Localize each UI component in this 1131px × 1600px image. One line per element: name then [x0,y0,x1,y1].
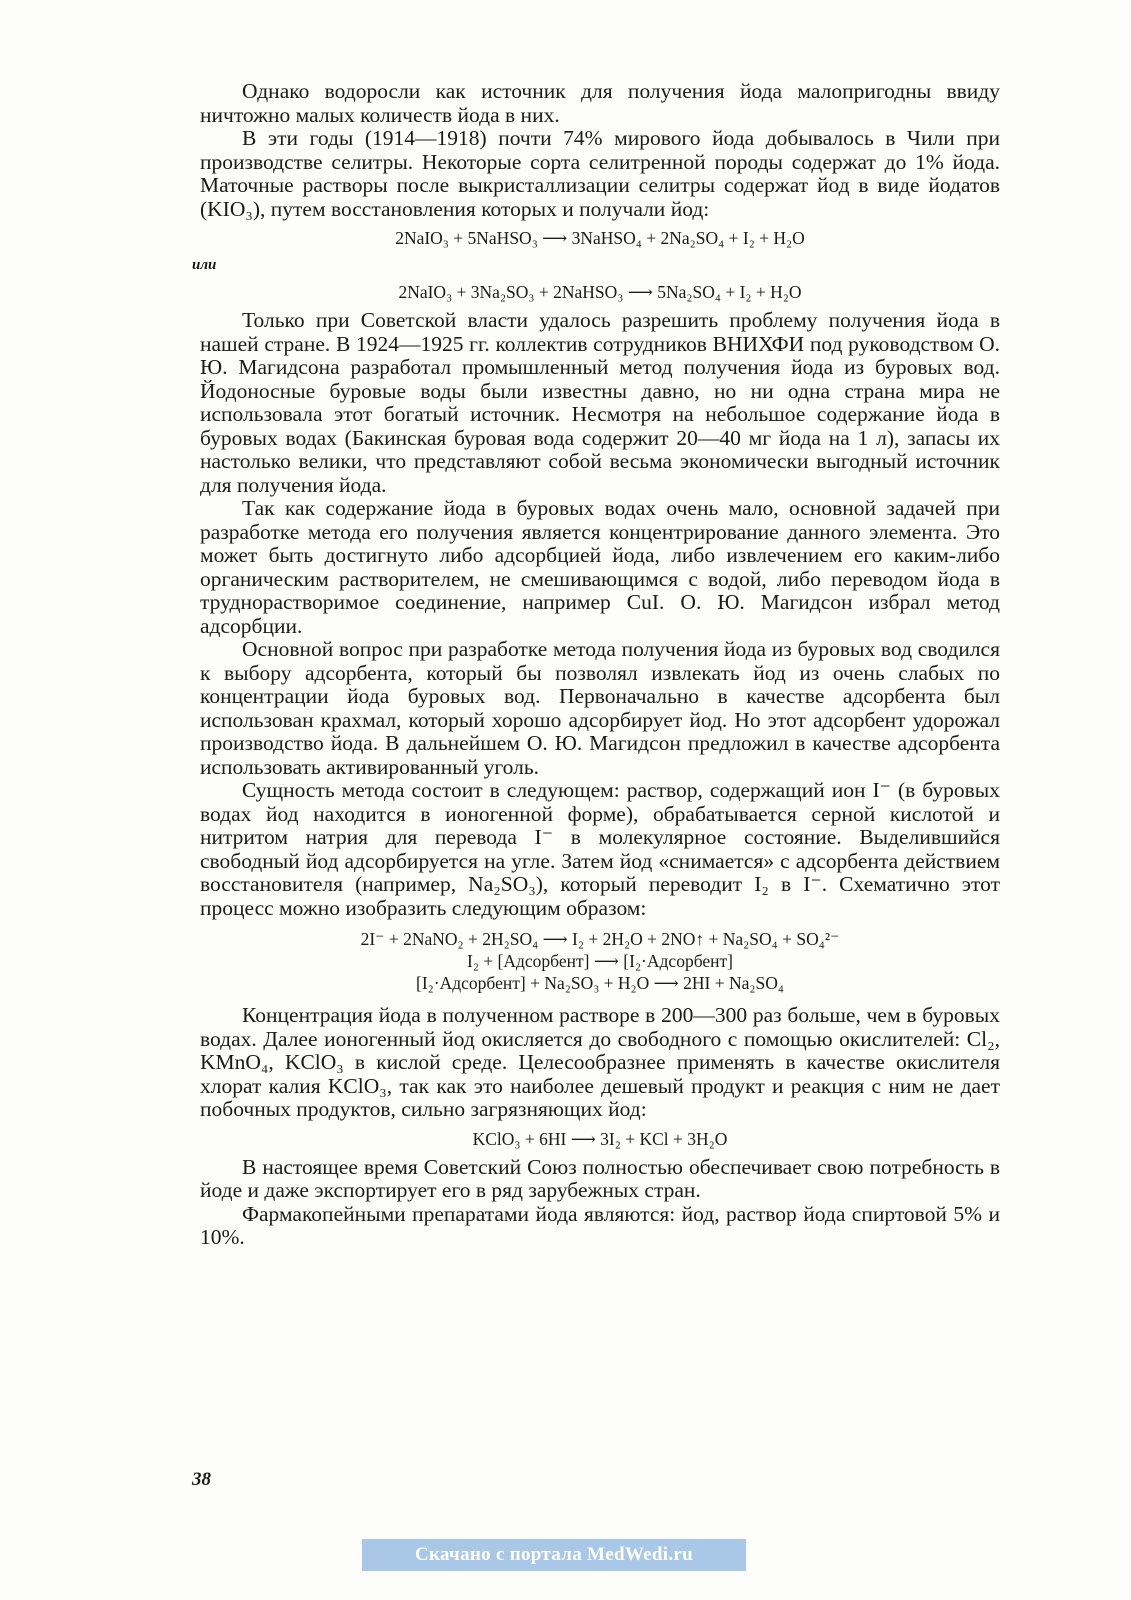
paragraph-concentration: Так как содержание йода в буровых водах очень мало, основной задачей при разработке метода его получения является концентрирование данного элемента. Это может быть достигнуто либо адсорбцией йода, либо извлечением его каким-либо органическим растворителем, не смешивающимся с водой, либо переводом йода в труднорастворимое соединение, например CuI. О. Ю. Магидсон избрал метод адсорбции. [200,496,1000,638]
paragraph-soviet-supply: В настоящее время Советский Союз полностью обеспечивает свою потребность в йоде и даже экспортирует его в ряд зарубежных стран. [200,1154,1000,1202]
download-watermark-banner: Скачано с портала MedWedi.ru [362,1539,746,1571]
equation-chlorate-oxidation: KClO₃ + 6HI ⟶ 3I₂ + KCl + 3H₂O [472,1128,728,1149]
page-number: 38 [192,1469,211,1490]
equation-group-adsorption [200,928,1000,994]
paragraph-method-essence: Сущность метода состоит в следующем: раствор, содержащий ион I⁻ (в буровых водах йод находится в ионогенной форме), обрабатывается серной кислотой и нитритом натрия для перевода I⁻ в молекулярное состояние. Выделившийся свободный йод адсорбируется на угле. Затем йод «снимается» с адсорбента действием восстановителя (например, Na₂SO₃), который переводит I₂ в I⁻. Схематично этот процесс можно изобразить следующим образом: [200,778,1000,920]
paragraph-chile-saltpeter: В эти годы (1914—1918) почти 74% мирового йода добывалось в Чили при производстве селитры. Некоторые сорта селитренной породы содержат до 1% йода. Маточные растворы после выкристаллизации селитры содержат йод в виде йодатов (KIO₃), путем восстановления которых и получали йод: [200,126,1000,221]
equation-iodide-oxidation: 2I⁻ + 2NaNO₂ + 2H₂SO₄ ⟶ I₂ + 2H₂O + 2NO↑ + Na₂SO₄ + SO₄²⁻ [360,929,840,949]
equation-iodate-bisulfite: 2NaIO₃ + 5NaHSO₃ ⟶ 3NaHSO₄ + 2Na₂SO₄ + I₂ + H₂O [395,228,805,248]
equation-adsorption: I₂ + [Адсорбент] ⟶ [I₂·Адсорбент] [467,951,733,971]
paragraph-oxidizers: Концентрация йода в полученном растворе в 200—300 раз больше, чем в буровых водах. Далее ионогенный йод окисляется до свободного с помощью окислителей: Cl₂, KMnO₄, KClO₃ в кислой среде. Целесообразнее применять в качестве окислителя хлорат калия KClO₃, так как это наиболее дешевый продукт и реакция с ним не дает побочных продуктов, сильно загрязняющих йод: [200,1003,1000,1121]
paragraph-pharmacopoeia: Фармакопейными препаратами йода являются: йод, раствор йода спиртовой 5% и 10%. [200,1201,1000,1249]
equation-desorption: [I₂·Адсорбент] + Na₂SO₃ + H₂O ⟶ 2HI + Na₂SO₄ [416,973,784,993]
page-text-column [192,79,1000,1250]
paragraph-soviet-method: Только при Советской власти удалось разрешить проблему получения йода в нашей стране. В 1924—1925 гг. коллектив сотрудников ВНИХФИ под руководством О. Ю. Магидсона разработал промышленный метод получения йода из буровых вод. Йодоносные буровые воды были известны давно, но ни одна страна мира не использовала этот богатый источник. Несмотря на небольшое содержание йода в буровых водах (Бакинская буровая вода содержит 20—40 мг йода на 1 л), запасы их настолько велики, что представляют собой весьма экономически выгодный источник для получения йода. [200,308,1000,497]
equation-iodate-sulfite: 2NaIO₃ + 3Na₂SO₃ + 2NaHSO₃ ⟶ 5Na₂SO₄ + I₂ + H₂O [398,282,802,302]
paragraph-adsorbent-choice: Основной вопрос при разработке метода получения йода из буровых вод сводился к выбору адсорбента, который бы позволял извлекать йод из очень слабых по концентрации йода буровых вод. Первоначально в качестве адсорбента был использован крахмал, который хорошо адсорбирует йод. Но этот адсорбент удорожал производство йода. В дальнейшем О. Ю. Магидсон предложил в качестве адсорбента использовать активированный уголь. [200,637,1000,779]
equation-or-label: или [192,257,217,273]
paragraph-seaweed: Однако водоросли как источник для получения йода малопригодны ввиду ничтожно малых количеств йода в них. [200,79,1000,127]
